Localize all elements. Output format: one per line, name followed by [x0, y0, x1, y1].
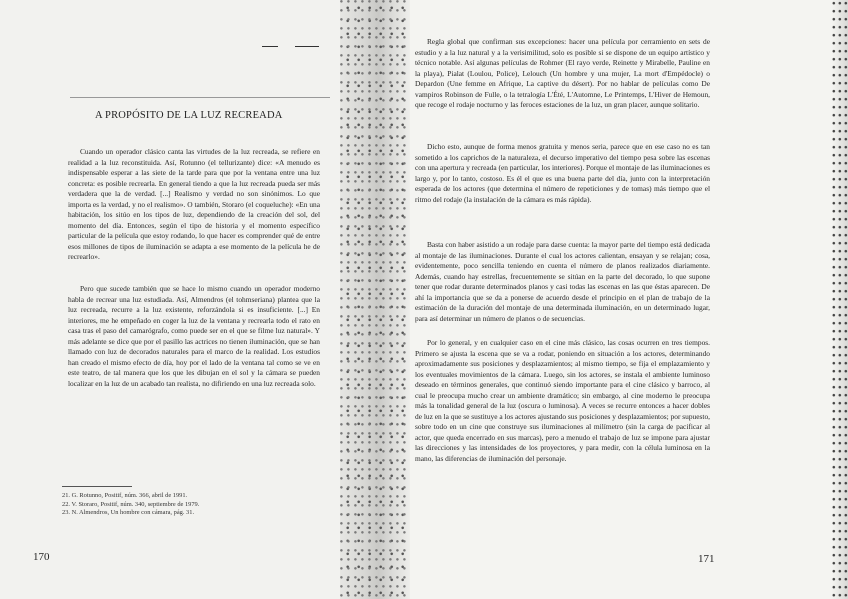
page-number-left: 170	[33, 551, 50, 563]
right-paragraph-1	[415, 37, 710, 132]
right-page	[410, 0, 848, 599]
page-edge-shadow	[832, 0, 848, 599]
header-rule	[295, 46, 319, 47]
paragraph: Basta con haber asistido a un rodaje para darse cuenta: la mayor parte del tiempo está dedicada al montaje de las iluminaciones. Durante el cual los actores calientan, ensayan y se relajan; cosa, evidentemente, poco sencilla teniendo en cuenta el número de planos realizados diariamente. Además, cuando hay estrellas, frecuentemente se sitúan en la parte del decorado, lo que supone tener que rodar durante determinados planos y casi todas las escenas en las que éstas aparecen. De ahí la importancia que se da a ponerse de acuerdo desde el principio en el plan de trabajo de la estimación de la duración del montaje de una determinada iluminación, en un determinado lugar, para así determinar un número de planos o de secuencias.	[415, 240, 710, 323]
right-paragraph-4	[415, 338, 710, 548]
left-paragraph-2	[68, 284, 320, 401]
chapter-title: A PROPÓSITO DE LA LUZ RECREADA	[95, 110, 283, 121]
paragraph: Regla global que confirman sus excepciones: hacer una película por cerramiento en sets de estudio y a la luz natural y a la verisimilitud, solo es posible si se dispone de un equipo artístico y técnico notable. Así algunas películas de Rohmer (El rayo verde, Reinette y Mirabelle, Pauline en la playa), Pialat (Loulou, Police), Lelouch (Un hombre y una mujer, La mort d'Empédocle) o Depardon (Une femme en Afrique, La captive du désert). Por no hablar de películas como De vampiros Robinson de Fulle, o la tetralogía L'Été, L'Automne, Le Printemps, L'Hiver de Hemoun, que recoge el rodaje nocturno y las feroces estaciones de la luz, un gran placer, aunque solitario.	[415, 37, 710, 110]
page-number-right: 171	[698, 553, 715, 565]
paragraph: Pero que sucede también que se hace lo mismo cuando un operador moderno habla de recrear una luz estudiada. Así, Almendros (el tohmseriana) plantea que la luz recreada, recurre a la luz existente, reforzándola si es insuficiente. [...] En interiores, me he empeñado en coger la luz de la ventana y recrearla todo el rato en casa tras el paso del camarógrafo, como puede ser en el que se filme luz natural». Y más adelante se dice que por el pasillo las actrices no tienen iluminación, que se han llamado con luz de decorados naturales para el marco de la realidad. Los estudios han creado el mismo efecto de día, hoy por el lado de la ventana tal como se ve en este teatro, de tal manera que los que les dibujan en el sol y la cámara se pueden localizar en la luz de un acabado tan realista, no difiriendo en una luz recreada solo.	[68, 284, 320, 388]
paragraph: Cuando un operador clásico canta las virtudes de la luz recreada, se refiere en realidad a la luz reconstituida. Así, Rotunno (el tellurizante) dice: «A menudo es indispensable esperar a las siete de la tarde para que por la ventana entre una luz concreta: es posible recrearla. En general tiendo a que la luz recreada pueda ser más verdadera que la de verdad. [...] Realismo y verdad no son sinónimos. Lo que importa es la verdad, y no el realismo». O también, Storaro (el coqueluche): «En una habitación, los sitúo en los tipos de luz, dependiendo de la creación del sol, del momento del día. Entonces, según el tipo de historia y el momento específico particular de la película que estoy rodando, lo que hacer es comprender qué de entre esos millones de tipos de iluminación se adapta a ese momento de la película he de recrearlo».	[68, 147, 320, 262]
book-gutter	[340, 0, 410, 599]
footnote: 22. V. Storaro, Positif, núm. 340, septiembre de 1979.	[62, 500, 200, 508]
paragraph: Por lo general, y en cualquier caso en el cine más clásico, las cosas ocurren en tres tiempos. Primero se ajusta la escena que se va a rodar, poniendo en situación a los actores, determinando aproximadamente sus posiciones y desplazamientos; al mismo tiempo, se fija el emplazamiento y los eventuales movimientos de la cámara. Luego, sin los actores, se instala el ambiente luminoso deseado en términos generales, que continuó siendo importante para el cine clásico y barroco, al cual le preocupa mucho crear un ambiente dramático; sin embargo, al cine moderno le preocupa más la tonalidad general de la luz (oscura o luminosa). A veces se recurre entonces a hacer dobles de luz en la que se sustituye a los actores ajustando sus posiciones y desplazamientos; por supuesto, sobre todo en un cine que construye sus iluminaciones al milímetro (sin la carga de pacificar al actor, que queda encerrado en sus marcas), pero a menudo el trabajo de luz se impone para ajustar las direcciones y las intensidades de los proyectores, y para medir, con la célula luminosa en la mano, las diferencias de iluminación del personaje.	[415, 338, 710, 464]
left-paragraph-1	[68, 147, 320, 275]
footnotes-rule	[62, 486, 132, 487]
paragraph: Dicho esto, aunque de forma menos gratuita y menos seria, parece que en ese caso no es tan sometido a los caprichos de la naturaleza, el decurso imperativo del tiempo pesa sobre las escenas con una apertura y recreada (en particular, los interiores). Porque el montaje de las iluminaciones es largo y, por lo tanto, costoso. Es él el que es una buena parte del día, junto con la interpretación esperada de los actores (que determina el número de repeticiones y de tomas) más tiempo que el ritmo del rodaje (la instalación de la cámara es más rápida).	[415, 142, 710, 204]
footnote: 23. N. Almendros, Un hombre con cámara, pág. 31.	[62, 509, 195, 517]
right-paragraph-3	[415, 240, 710, 335]
right-paragraph-2	[415, 142, 710, 237]
header-rule	[262, 46, 278, 47]
left-page	[0, 0, 340, 599]
footnote: 21. G. Rotunno, Positif, núm. 366, abril de 1991.	[62, 492, 188, 499]
title-rule	[70, 97, 330, 98]
footnotes	[62, 492, 312, 518]
